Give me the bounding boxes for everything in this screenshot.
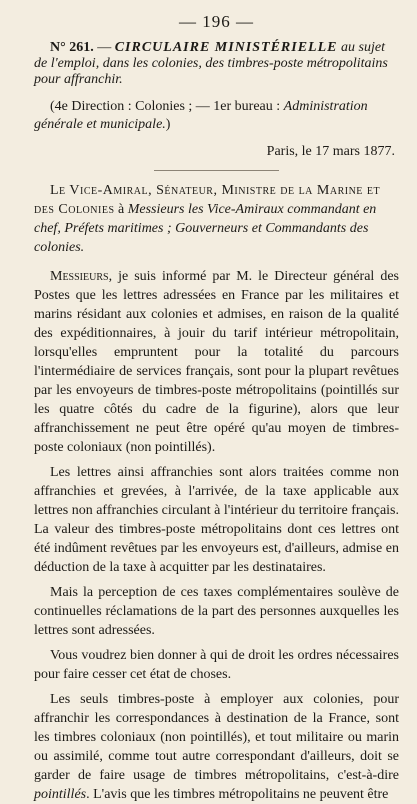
recipients: Messieurs les Vice-Amiraux commandant en chef, Préfets maritimes ; Gouverneurs et Commandants des colonies. — [34, 202, 377, 255]
paragraph-1 — [34, 267, 399, 457]
circular-heading — [34, 40, 399, 88]
circular-title: CIRCULAIRE MINISTÉRIELLE — [114, 40, 338, 55]
separator-rule — [154, 170, 279, 171]
sender: Le Vice-Amiral, Sénateur, Ministre de la Marine et des Colonies — [34, 183, 381, 217]
paragraph-5 — [34, 690, 399, 804]
paragraph-4: Vous voudrez bien donner à qui de droit les ordres nécessaires pour faire cesser cet état de choses. — [34, 648, 399, 682]
heading-dash: — — [93, 40, 115, 55]
paragraph-2: Les lettres ainsi affranchies sont alors traitées comme non affranchies et grevées, à l'arrivée, de la taxe applicable aux lettres non affranchies circulant à l'intérieur du territoire français. La valeur des timbres-poste métropolitains dont ces lettres ont été indûment revêtues par les envoyeurs est, d'ailleurs, admise en déduction de la taxe à acquitter par les destinataires. — [34, 465, 399, 575]
direction-plain: (4e Direction : Colonies ; — 1er bureau : — [50, 99, 284, 114]
circular-subject: au sujet de l'emploi, dans les colonies, des timbres-poste métropolitains pour affranchir. — [34, 40, 388, 87]
address-connector: à — [114, 202, 128, 217]
paragraph-3: Mais la perception de ces taxes complémentaires soulève de continuelles réclamations de la part des personnes auxquelles les lettres sont adressées. — [34, 585, 399, 638]
paragraph-1-text: je suis informé par M. le Directeur général des Postes que les lettres adressées en France par les militaires et marins résidant aux colonies et admises, en raison de la qualité des expéditionnaires, à jouir du tarif intérieur métropolitain, lorsqu'elles empruntent pour la totalité du parcours l'intermédiaire de services français, sont pour la plupart revêtues par les envoyeurs de timbres-poste métropolitains (pointillés sur les quatre côtés du cadre de la figurine), alors que leur affranchissement ne peut être opéré qu'au moyen de timbres-poste coloniaux (non pointillés). — [34, 269, 399, 455]
salutation: Messieurs, — [50, 269, 113, 284]
dateline: Paris, le 17 mars 1877. — [266, 144, 395, 159]
page-number: — 196 — — [179, 12, 254, 31]
paragraph-5-italic: pointillés — [34, 787, 87, 802]
paragraph-5-text-a: Les seuls timbres-poste à employer aux colonies, pour affranchir les correspondances à destination de la France, sont les timbres coloniaux (non pointillés), et tout militaire ou marin ou assimilé, comme tout autre correspondant d'ailleurs, doit se garder de faire usage de timbres métropolitains, c'est-à-dire — [34, 692, 399, 783]
address-block — [34, 181, 399, 257]
paragraph-5-text-b: . L'avis que les timbres métropolitains ne peuvent être — [86, 787, 389, 802]
direction-italic: Administration générale et municipale. — [34, 99, 368, 132]
circular-number: N° 261. — [50, 40, 94, 55]
direction-line — [34, 98, 399, 134]
direction-close: ) — [165, 117, 171, 132]
